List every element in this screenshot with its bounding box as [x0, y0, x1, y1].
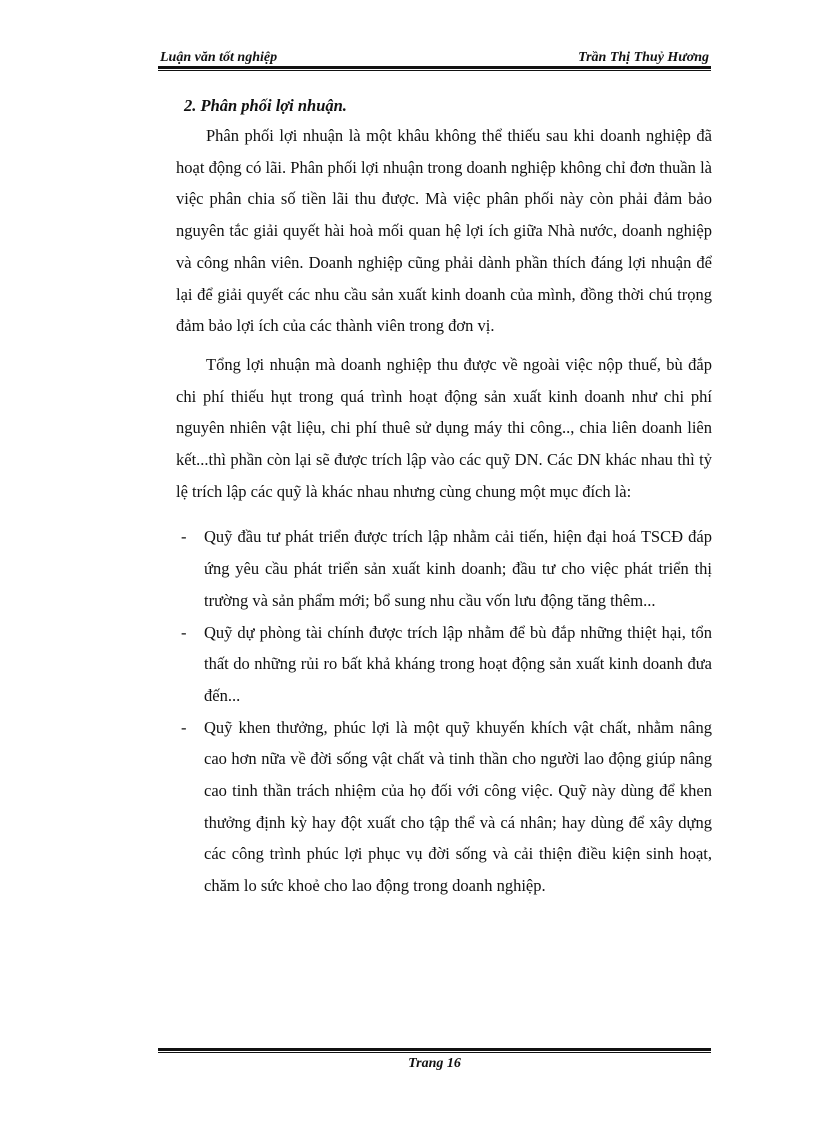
list-item-text: Quỹ dự phòng tài chính được trích lập nhằm để bù đắp những thiệt hại, tổn thất do những rủi ro bất khả kháng trong hoạt động sản xuất kinh doanh đưa đến...: [204, 622, 712, 705]
header-author: Trần Thị Thuỷ Hương: [578, 50, 709, 65]
list-item: [176, 712, 712, 902]
list-item-text: Quỹ đầu tư phát triển được trích lập nhằm cải tiến, hiện đại hoá TSCĐ đáp ứng yêu cầu phát triển sản xuất kinh doanh; đầu tư cho việc phát triển thị trường và sản phẩm mới; bổ sung nhu cầu vốn lưu động tăng thêm...: [204, 527, 712, 610]
paragraph-1: Phân phối lợi nhuận là một khâu không thể thiếu sau khi doanh nghiệp đã hoạt động có lãi. Phân phối lợi nhuận trong doanh nghiệp không chỉ đơn thuần là việc phân chia số tiền lãi thu được. Mà việc phân phối này còn phải đảm bảo nguyên tắc giải quyết hài hoà mối quan hệ lợi ích giữa Nhà nước, doanh nghiệp và công nhân viên. Doanh nghiệp cũng phải dành phần thích đáng lợi nhuận để lại để giải quyết các nhu cầu sản xuất kinh doanh của mình, đồng thời chú trọng đảm bảo lợi ích của các thành viên trong đơn vị.: [176, 126, 712, 336]
header-document-type: Luận văn tốt nghiệp: [160, 50, 278, 65]
page-body: [176, 92, 712, 902]
list-item: [176, 521, 712, 616]
page-number: Trang 16: [408, 1056, 461, 1071]
footer-divider: [158, 1048, 711, 1053]
header-divider: [158, 66, 711, 71]
bullet-dash: -: [181, 622, 187, 642]
section-heading: 2. Phân phối lợi nhuận.: [184, 96, 347, 115]
bullet-dash: -: [181, 527, 187, 547]
list-item: [176, 617, 712, 712]
fund-list: [176, 521, 712, 901]
page-header: [158, 48, 711, 68]
bullet-dash: -: [181, 717, 187, 737]
page-footer: [158, 1056, 711, 1072]
paragraph-2: Tổng lợi nhuận mà doanh nghiệp thu được về ngoài việc nộp thuế, bù đắp chi phí thiếu hụt trong quá trình hoạt động sản xuất kinh doanh như chi phí nguyên nhiên vật liệu, chi phí thuê sử dụng máy thi công.., chia liên doanh liên kết...thì phần còn lại sẽ được trích lập vào các quỹ DN. Các DN khác nhau thì tỷ lệ trích lập các quỹ là khác nhau nhưng cùng chung một mục đích là:: [176, 354, 712, 501]
list-item-text: Quỹ khen thưởng, phúc lợi là một quỹ khuyến khích vật chất, nhằm nâng cao hơn nữa về đời sống vật chất và tinh thần cho người lao động giúp nâng cao tinh thần trách nhiệm của họ đối với công việc. Quỹ này dùng để khen thưởng định kỳ hay đột xuất cho tập thể và cá nhân; hay dùng để xây dựng các công trình phúc lợi phục vụ đời sống và cải thiện điều kiện sinh hoạt, chăm lo sức khoẻ cho lao động trong doanh nghiệp.: [204, 717, 712, 896]
